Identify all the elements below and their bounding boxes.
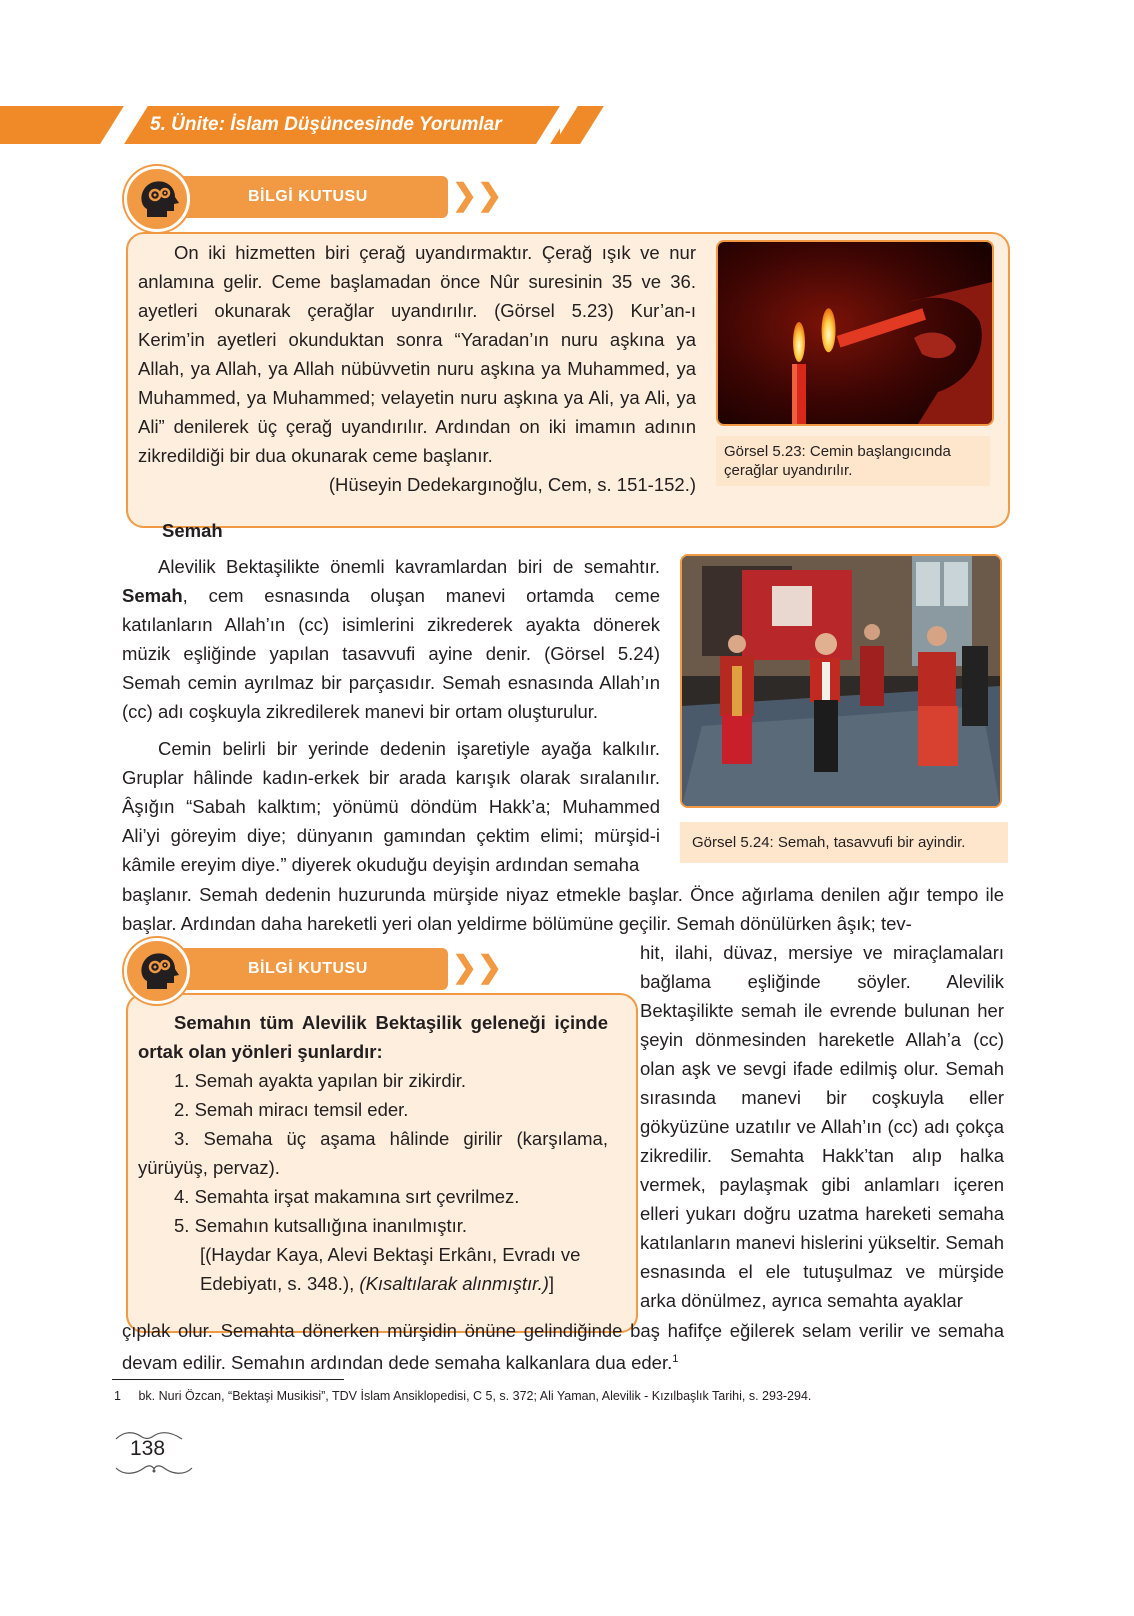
page-number: 138 bbox=[130, 1437, 166, 1460]
head-gears-icon bbox=[124, 938, 190, 1004]
figure-5-23-caption: Görsel 5.23: Cemin başlangıcında çerağlar uyandırılır. bbox=[716, 436, 990, 486]
semah-side-column bbox=[640, 938, 1004, 1315]
semah-p1-rest: , cem esnasında oluşan manevi ortamda ceme katılanların Allah’ın (cc) isimlerini zikrederek ayakta dönerek müzik eşliğinde yapılan tasavvufi ayine denir. (Görsel 5.24) Semah cemin ayrılmaz bir parçasıdır. Semah esnasında Allah’ın (cc) adı coşkuyla zikredilerek manevi bir ortam oluşturulur. bbox=[122, 585, 660, 722]
footnote-divider bbox=[112, 1379, 344, 1380]
info-box-1-body bbox=[138, 238, 696, 499]
semah-paragraph-2 bbox=[122, 734, 660, 879]
semah-term: Semah bbox=[122, 585, 183, 606]
unit-title: 5. Ünite: İslam Düşüncesinde Yorumlar bbox=[150, 114, 502, 135]
semah-p2-full: başlanır. Semah dedenin huzurunda mürşide niyaz etmekle başlar. Önce ağırlama denilen ağır tempo ile başlar. Ardından daha hareketli yeri olan yeldirme bölümüne geçilir. Semah dönülürken âşık; tev- bbox=[122, 884, 1004, 934]
list-item: 2. Semah miracı temsil eder. bbox=[174, 1099, 409, 1120]
page-ornament-bottom bbox=[114, 1462, 194, 1481]
figure-candles bbox=[716, 240, 994, 426]
semah-paragraph-end bbox=[122, 1316, 1004, 1377]
info-box-2-intro: Semahın tüm Alevilik Bektaşilik geleneği içinde ortak olan yönleri şunlardır: bbox=[138, 1012, 608, 1062]
chevron-right-icon: ❯❯ bbox=[452, 951, 503, 984]
info-box-2-list bbox=[138, 1066, 608, 1240]
list-item: 4. Semahta irşat makamına sırt çevrilmez. bbox=[174, 1186, 520, 1207]
head-gears-icon bbox=[124, 166, 190, 232]
candles-image bbox=[718, 242, 992, 424]
list-item: 5. Semahın kutsallığına inanılmıştır. bbox=[174, 1215, 468, 1236]
semah-p2-end: çıplak olur. Semahta dönerken mürşidin önüne gelindiğinde baş hafifçe eğilerek selam verilir ve semaha devam edilir. Semahın ardından dede semaha kalkanlara dua eder. bbox=[122, 1320, 1004, 1374]
footnote-text: bk. Nuri Özcan, “Bektaşi Musikisi”, TDV İslam Ansiklopedisi, C 5, s. 372; Ali Yaman, Alevilik - Kızılbaşlık Tarihi, s. 293-294. bbox=[138, 1389, 812, 1403]
semah-p2-text: Cemin belirli bir yerinde dedenin işaretiyle ayağa kalkılır. Gruplar hâlinde kadın-erkek bir arada karışık olarak sıralanılır. Âşığın “Sabah kalktım; yönümü döndüm Hakk’a; Muhammed Ali’yi göreyim diye; dünyanın gamından çektim elimi; mürşid-i kâmile ereyim diye.” diyerek okuduğu deyişin ardından semaha bbox=[122, 738, 660, 875]
info-box-2-citation-end: ] bbox=[548, 1273, 555, 1294]
info-box-2-citation-main: [(Haydar Kaya, Alevi Bektaşi Erkânı, Evradı ve Edebiyatı, s. 348.), bbox=[200, 1244, 581, 1294]
info-box-2-citation bbox=[138, 1240, 608, 1298]
info-box-2-body bbox=[138, 1008, 608, 1298]
info-box-1-text: On iki hizmetten biri çerağ uyandırmaktır. Çerağ ışık ve nur anlamına gelir. Ceme başlamadan önce Nûr suresinin 35 ve 36. ayetleri okunarak çerağlar uyandırılır. (Görsel 5.23) Kur’an-ı Kerim’in ayetleri okunduktan sonra “Yaradan’ın nuru aşkına ya Allah, ya Allah, ya Allah nübüvvetin nuru aşkına ya Muhammed, ya Muhammed, ya Muhammed; velayetin nuru aşkına ya Ali, ya Ali, ya Ali” denilerek üç çerağ uyandırılır. Ardından on iki imamın adının zikredildiği bir dua okunarak ceme başlanır. bbox=[138, 242, 696, 466]
footnote bbox=[114, 1389, 811, 1403]
footnote-mark: 1 bbox=[672, 1353, 679, 1365]
figure-semah-dance bbox=[680, 554, 1002, 808]
info-box-1-citation: (Hüseyin Dedekargınoğlu, Cem, s. 151-152.) bbox=[328, 474, 696, 495]
figure-5-24-caption: Görsel 5.24: Semah, tasavvufi bir ayindir. bbox=[680, 822, 1008, 863]
list-item: 3. Semaha üç aşama hâlinde girilir (karşılama, yürüyüş, pervaz). bbox=[138, 1128, 608, 1178]
semah-paragraph-1 bbox=[122, 552, 660, 726]
semah-p2-side: hit, ilahi, düvaz, mersiye ve miraçlamaları bağlama eşliğinde söyler. Alevilik Bektaşilikte semah ile evrende bulunan her şeyin dönmesinden hareketle Allah’a (cc) olan aşk ve sevgi ifade edilmiş olur. Semah sırasında manevi bir coşkuyla eller gökyüzüne uzatılır ve Allah’ın (cc) adı çokça zikredilir. Semahta Hakk’tan alıp halka vermek, paylaşmak gibi anlamları içeren elleri yukarı doğru uzatma hareketi semaha katılanların manevi hislerini yükseltir. Semah esnasında el ele tutuşulmaz ve mürşide arka dönülmez, ayrıca semahta ayaklar bbox=[640, 942, 1004, 1311]
list-item: 1. Semah ayakta yapılan bir zikirdir. bbox=[174, 1070, 467, 1091]
info-box-2-label: BİLGİ KUTUSU bbox=[248, 960, 368, 977]
section-heading-semah: Semah bbox=[162, 520, 223, 541]
semah-p1-start: Alevilik Bektaşilikte önemli kavramlardan biri de semahtır. bbox=[158, 556, 660, 577]
info-box-1-label: BİLGİ KUTUSU bbox=[248, 188, 368, 205]
semah-paragraph-2-continued bbox=[122, 880, 1004, 938]
info-box-2-citation-note: (Kısaltılarak alınmıştır.) bbox=[359, 1273, 549, 1294]
chevron-right-icon: ❯❯ bbox=[452, 179, 503, 212]
semah-dance-image bbox=[682, 556, 1000, 806]
footnote-number: 1 bbox=[114, 1389, 121, 1403]
